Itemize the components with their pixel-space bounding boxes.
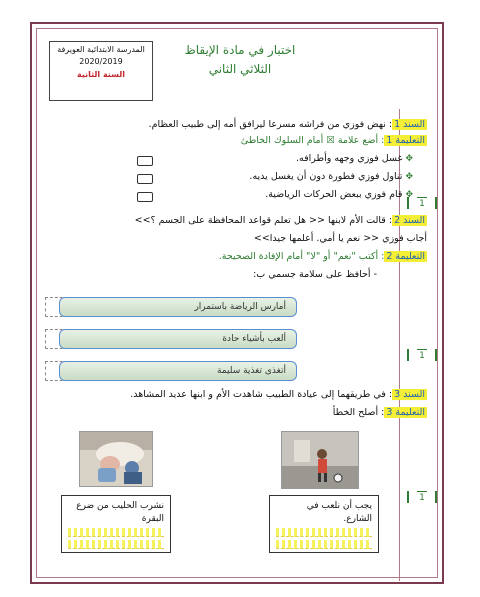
instruction-1-text: : أضع علامة ☒ أمام السلوك الخاطئ (240, 135, 385, 146)
support-3-text: : في طريقهما إلى عيادة الطبيب شاهدت الأم و ابنها عديد المشاهد. (130, 389, 393, 400)
score-box-3: 1 (407, 491, 437, 503)
exam-title-line2: الثلاثي الثاني (208, 61, 272, 76)
statement-pill-2: ألعب بأشياء حادة (59, 329, 297, 349)
bullet-icon: ✥ (405, 154, 413, 164)
exam-title-line1: اختبار في مادة الإيقاظ (184, 43, 296, 57)
support-1-tag: السند 1 (394, 119, 425, 130)
instruction-2-intro: - أحافظ على سلامة جسمي ب: (253, 269, 377, 280)
support-3-tag: السند 3 (394, 389, 425, 400)
school-info-box (49, 41, 153, 101)
photo-milking-cow (79, 431, 153, 487)
instruction-1-tag: التعليمة 1 (386, 135, 425, 146)
instruction-2 (219, 251, 427, 262)
behavior-item-2: ✥ تناول فوزي فطورة دون أن يغسل يديه. (249, 171, 413, 182)
bullet-icon: ✥ (405, 190, 413, 200)
answer-line[interactable] (276, 528, 372, 537)
card-left-text: نشرب الحليب من ضرع البقرة (76, 501, 164, 524)
instruction-3-text: : أصلح الخطأ (332, 407, 385, 418)
card-right-text: يجب أن نلعب في الشارع. (306, 501, 372, 524)
instruction-3 (333, 407, 427, 418)
school-year: 2020/2019 (79, 57, 123, 67)
exam-title (157, 41, 323, 101)
score-box-1: 1 (407, 197, 437, 209)
support-1 (149, 119, 427, 130)
behavior-item-3: ✥ قام فوزي ببعض الحركات الرياضية. (265, 189, 413, 200)
checkbox-3[interactable] (137, 192, 153, 202)
checkbox-1[interactable] (137, 156, 153, 166)
milking-cow-illustration (80, 432, 152, 486)
support-2-reply: أجاب فوزي << نعم يا أمي. أعلمها جيدا>> (253, 233, 427, 244)
exam-sheet (30, 22, 444, 584)
checkbox-2[interactable] (137, 174, 153, 184)
answer-line[interactable] (276, 540, 372, 549)
student-name-area (329, 41, 437, 101)
instruction-2-text: : أكتب "نعم" أو "لا" أمام الإفادة الصحيحة. (218, 251, 385, 262)
score-box-2: 1 (407, 349, 437, 361)
support-2-tag: السند 2 (394, 215, 425, 226)
street-play-illustration (282, 432, 358, 488)
instruction-1 (241, 135, 427, 146)
statement-pill-3: أتغذى تغذية سليمة (59, 361, 297, 381)
support-2 (135, 215, 427, 226)
bullet-icon: ✥ (405, 172, 413, 182)
support-1-text: : نهض فوزي من فراشه مسرعا ليرافق أمه إلى طبيب العظام. (148, 119, 393, 130)
answer-line[interactable] (68, 528, 164, 537)
answer-line[interactable] (68, 540, 164, 549)
sheet-inner-border (36, 28, 438, 578)
support-2-text: : قالت الأم لابنها << هل تعلم قواعد المحافظة على الجسم ؟>> (134, 215, 393, 226)
instruction-3-tag: التعليمة 3 (386, 407, 425, 418)
correction-card-right (269, 495, 379, 553)
photo-kids-street (281, 431, 359, 489)
school-name: المدرسة الابتدائية العويرفة (57, 45, 145, 54)
correction-card-left (61, 495, 171, 553)
statement-pill-1: أمارس الرياضة باستمرار (59, 297, 297, 317)
grade-level: السنة الثانية (77, 69, 125, 79)
behavior-item-1: ✥ غسل فوزي وجهه وأطرافه. (295, 153, 413, 164)
instruction-2-tag: التعليمة 2 (386, 251, 425, 262)
support-3 (130, 389, 427, 400)
